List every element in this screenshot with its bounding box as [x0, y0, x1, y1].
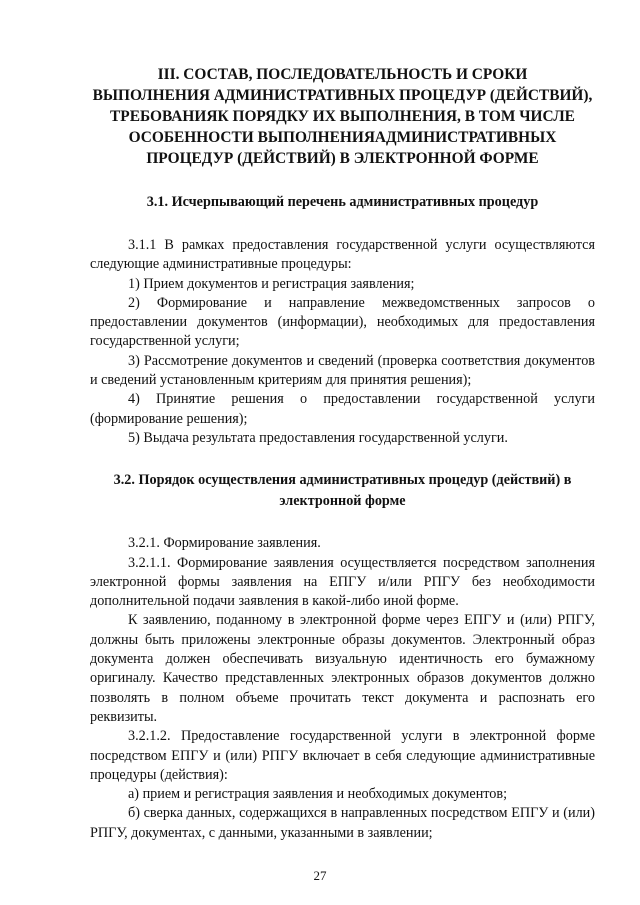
- paragraph-attachments: К заявлению, поданному в электронной форме через ЕПГУ и (или) РПГУ, должны быть приложены электронные образы документов. Электронный образ документа должен обеспечивать визуальную идентичность его бумажному оригиналу. Качество представленных электронных образов документов должно позволять в полном объеме прочитать текст документа и распознать его реквизиты.: [90, 612, 595, 725]
- paragraph-3-2-1: 3.2.1. Формирование заявления.: [128, 535, 321, 552]
- section-title-line: ОСОБЕННОСТИ ВЫПОЛНЕНИЯАДМИНИСТРАТИВНЫХ: [128, 129, 557, 146]
- section-title: [90, 64, 595, 169]
- subsection-title-line: электронной форме: [279, 493, 406, 510]
- document-page: [90, 64, 595, 843]
- procedure-item: 2) Формирование и направление межведомственных запросов о предоставлении документов (информации), необходимых для предоставления государственной услуги;: [90, 294, 595, 350]
- procedure-item: 5) Выдача результата предоставления государственной услуги.: [128, 429, 508, 446]
- paragraph-3-1-1: 3.1.1 В рамках предоставления государственной услуги осуществляются следующие административные процедуры:: [90, 237, 595, 273]
- procedures-list: [90, 275, 595, 449]
- subsection-title-line: 3.2. Порядок осуществления административных процедур (действий) в: [113, 472, 572, 489]
- page-number: 27: [313, 868, 327, 883]
- subsection-title-3-1: 3.1. Исчерпывающий перечень административных процедур: [146, 194, 539, 210]
- paragraph-item-a: а) прием и регистрация заявления и необходимых документов;: [128, 786, 508, 803]
- section-title-line: ТРЕБОВАНИЯК ПОРЯДКУ ИХ ВЫПОЛНЕНИЯ, В ТОМ ЧИСЛЕ: [110, 108, 575, 125]
- subsection-title-3-2: [90, 470, 595, 512]
- section-title-line: III. СОСТАВ, ПОСЛЕДОВАТЕЛЬНОСТЬ И СРОКИ: [157, 66, 528, 83]
- procedure-item: 1) Прием документов и регистрация заявления;: [128, 275, 415, 292]
- paragraph-3-2-1-2: 3.2.1.2. Предоставление государственной услуги в электронной форме посредством ЕПГУ и (или) РПГУ включает в себя следующие административные процедуры (действия):: [90, 728, 595, 783]
- section-title-line: ВЫПОЛНЕНИЯ АДМИНИСТРАТИВНЫХ ПРОЦЕДУР (ДЕЙСТВИЙ),: [92, 87, 593, 104]
- paragraph-item-b: б) сверка данных, содержащихся в направленных посредством ЕПГУ и (или) РПГУ, документах, с данными, указанными в заявлении;: [90, 805, 595, 841]
- section-title-line: ПРОЦЕДУР (ДЕЙСТВИЙ) В ЭЛЕКТРОННОЙ ФОРМЕ: [146, 150, 539, 167]
- procedure-item: 4) Принятие решения о предоставлении государственной услуги (формирование решения);: [90, 391, 595, 427]
- paragraph-3-2-1-1: 3.2.1.1. Формирование заявления осуществляется посредством заполнения электронной формы заявления на ЕПГУ и/или РПГУ без необходимости дополнительной подачи заявления в какой-либо иной форме.: [90, 554, 595, 610]
- procedure-item: 3) Рассмотрение документов и сведений (проверка соответствия документов и сведений установленным критериям для принятия решения);: [90, 352, 595, 389]
